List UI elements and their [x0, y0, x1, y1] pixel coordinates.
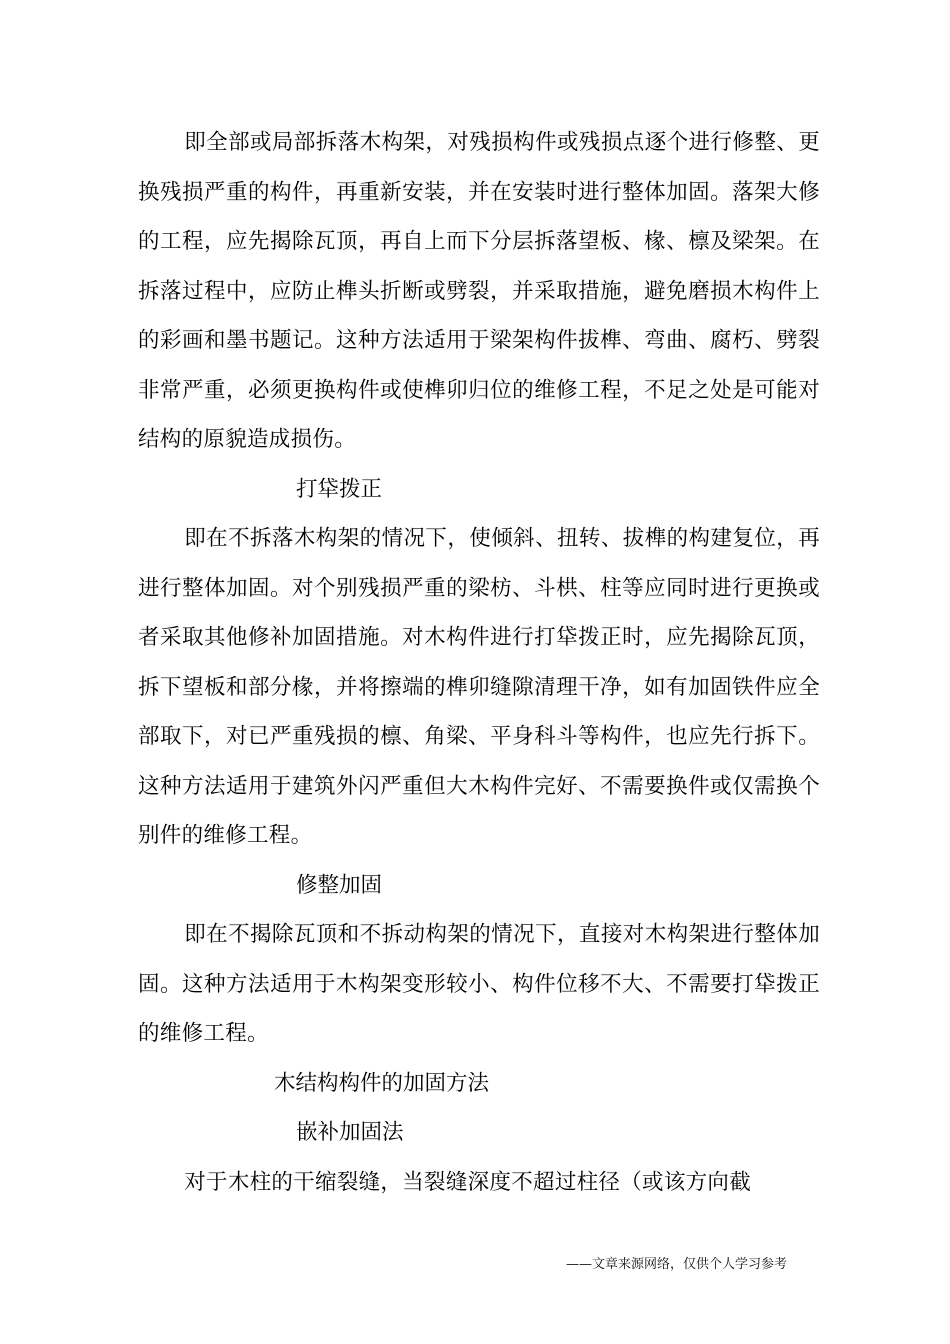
- heading-trim-and-reinforce: 修整加固: [296, 872, 383, 898]
- paragraph-dismantle-repair: 即全部或局部拆落木构架，对残损构件或残损点逐个进行修整、更换残损严重的构件，再重新安装，并在安装时进行整体加固。落架大修的工程，应先揭除瓦顶，再自上而下分层拆落望板、椽、檩及梁架。在拆落过程中，应防止榫头折断或劈裂，并采取措施，避免磨损木构件上的彩画和墨书题记。这种方法适用于梁架构件拔榫、弯曲、腐朽、劈裂非常严重，必须更换构件或使榫卯归位的维修工程，不足之处是可能对结构的原貌造成损伤。: [138, 130, 820, 452]
- paragraph-column-cracks: 对于木柱的干缩裂缝，当裂缝深度不超过柱径（或该方向截: [184, 1169, 752, 1195]
- heading-lift-and-straighten: 打牮拨正: [296, 476, 383, 502]
- paragraph-lift-and-straighten: 即在不拆落木构架的情况下，使倾斜、扭转、拔榫的构建复位，再进行整体加固。对个别残损严重的梁枋、斗栱、柱等应同时进行更换或者采取其他修补加固措施。对木构件进行打牮拨正时，应先揭除瓦顶，拆下望板和部分椽，并将擦端的榫卯缝隙清理干净，如有加固铁件应全部取下，对已严重残损的檩、角梁、平身科斗等构件，也应先行拆下。这种方法适用于建筑外闪严重但大木构件完好、不需要换件或仅需换个别件的维修工程。: [138, 526, 820, 848]
- source-footer: ——文章来源网络，仅供个人学习参考: [566, 1257, 788, 1272]
- document-body: [138, 118, 820, 1207]
- paragraph-trim-and-reinforce: 即在不揭除瓦顶和不拆动构架的情况下，直接对木构架进行整体加固。这种方法适用于木构架变形较小、构件位移不大、不需要打牮拨正的维修工程。: [138, 922, 820, 1046]
- heading-inlay-reinforcement: 嵌补加固法: [296, 1120, 404, 1145]
- heading-member-reinforcement-methods: 木结构构件的加固方法: [274, 1070, 490, 1096]
